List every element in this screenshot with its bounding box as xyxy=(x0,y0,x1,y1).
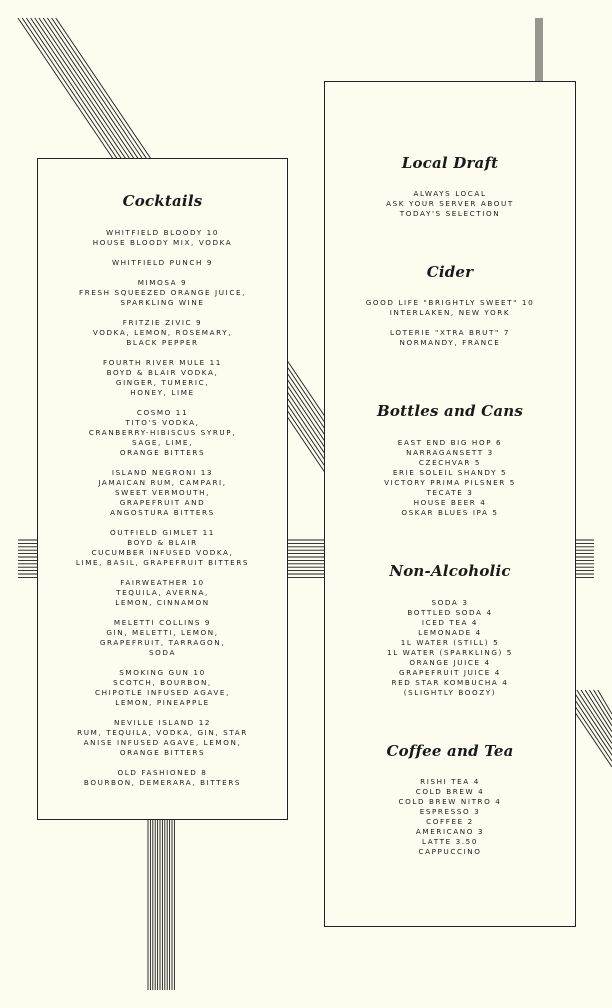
cocktail-item xyxy=(38,618,287,658)
cocktail-item-name: NEVILLE ISLAND 12 xyxy=(113,718,212,727)
cocktail-item xyxy=(38,358,287,398)
local-draft-title: Local Draft xyxy=(401,154,499,172)
non-alcoholic-title: Non-Alcoholic xyxy=(389,562,511,580)
coffee-tea-item: CAPPUCCINO xyxy=(418,847,482,856)
cocktail-item-description: TEQUILA, AVERNA, xyxy=(116,588,209,597)
cocktail-item xyxy=(38,278,287,308)
bottles-list xyxy=(325,438,575,518)
cocktail-item-name: MELETTI COLLINS 9 xyxy=(113,618,212,627)
coffee-and-tea-title: Coffee and Tea xyxy=(386,742,514,760)
bottle-item: HOUSE BEER 4 xyxy=(413,498,487,507)
cocktail-item-name: OUTFIELD GIMLET 11 xyxy=(110,528,215,537)
cocktail-item-description: CRANBERRY-HIBISCUS SYRUP, xyxy=(88,428,237,437)
cocktail-item xyxy=(38,408,287,458)
cocktail-item xyxy=(38,578,287,608)
drinks-menu-card xyxy=(324,81,576,927)
cocktail-item-name: FRITZIE ZIVIC 9 xyxy=(122,318,203,327)
cocktail-item-name: MIMOSA 9 xyxy=(137,278,188,287)
cocktail-item-description: LIME, BASIL, GRAPEFRUIT BITTERS xyxy=(75,558,250,567)
cocktail-item-description: CUCUMBER INFUSED VODKA, xyxy=(91,548,234,557)
local-draft-note-line: TODAY'S SELECTION xyxy=(399,209,501,218)
cocktail-item-name: WHITFIELD BLOODY 10 xyxy=(106,228,219,237)
cocktail-item-description: BOYD & BLAIR xyxy=(127,538,198,547)
cider-title: Cider xyxy=(426,263,474,281)
non-alcoholic-list xyxy=(325,598,575,698)
coffee-tea-item: COFFEE 2 xyxy=(426,817,474,826)
cocktail-item xyxy=(38,718,287,758)
cocktail-item xyxy=(38,468,287,518)
cider-list xyxy=(325,298,575,348)
cider-item xyxy=(325,328,575,348)
cocktail-item-name: ISLAND NEGRONI 13 xyxy=(111,468,214,477)
cocktail-item-description: SODA xyxy=(149,648,176,657)
bottle-item: NARRAGANSETT 3 xyxy=(406,448,494,457)
cocktail-item-name: COSMO 11 xyxy=(136,408,189,417)
bottle-item: OSKAR BLUES IPA 5 xyxy=(401,508,499,517)
cider-item xyxy=(325,298,575,318)
cocktail-item-name: SMOKING GUN 10 xyxy=(119,668,206,677)
cider-item-description: NORMANDY, FRANCE xyxy=(399,338,501,347)
cocktail-item-description: SWEET VERMOUTH, xyxy=(114,488,211,497)
cocktail-item-description: SAGE, LIME, xyxy=(132,438,193,447)
cocktail-item-name: OLD FASHIONED 8 xyxy=(117,768,208,777)
coffee-tea-item: AMERICANO 3 xyxy=(415,827,485,836)
non-alcoholic-item: RED STAR KOMBUCHA 4 xyxy=(391,678,509,687)
cocktail-item-name: FOURTH RIVER MULE 11 xyxy=(103,358,222,367)
cocktail-item-description: ORANGE BITTERS xyxy=(119,748,206,757)
non-alcoholic-item: 1L WATER (SPARKLING) 5 xyxy=(387,648,513,657)
cocktail-item-description: RUM, TEQUILA, VODKA, GIN, STAR xyxy=(77,728,248,737)
cocktail-item-name: FAIRWEATHER 10 xyxy=(120,578,205,587)
cocktail-item-description: JAMAICAN RUM, CAMPARI, xyxy=(98,478,227,487)
cocktail-item-description: GRAPEFRUIT, TARRAGON, xyxy=(99,638,226,647)
coffee-tea-item: COLD BREW 4 xyxy=(415,787,485,796)
cider-item-name: LOTERIE "XTRA BRUT" 7 xyxy=(389,328,510,337)
non-alcoholic-item: (SLIGHTLY BOOZY) xyxy=(403,688,497,697)
cocktail-item-description: BOURBON, DEMERARA, BITTERS xyxy=(83,778,242,787)
cocktail-item xyxy=(38,228,287,248)
cocktail-item-description: HOUSE BLOODY MIX, VODKA xyxy=(92,238,233,247)
cocktail-item-description: FRESH SQUEEZED ORANGE JUICE, xyxy=(79,288,246,297)
cocktail-item-description: BOYD & BLAIR VODKA, xyxy=(106,368,219,377)
cocktail-list xyxy=(38,228,287,788)
non-alcoholic-item: GRAPEFRUIT JUICE 4 xyxy=(399,668,501,677)
coffee-tea-item: RISHI TEA 4 xyxy=(420,777,480,786)
bottle-item: VICTORY PRIMA PILSNER 5 xyxy=(384,478,516,487)
cocktail-item-description: ORANGE BITTERS xyxy=(119,448,206,457)
cocktail-item-description: GINGER, TUMERIC, xyxy=(115,378,210,387)
cocktail-item-description: SPARKLING WINE xyxy=(120,298,205,307)
local-draft-note xyxy=(325,189,575,219)
cocktail-item-description: VODKA, LEMON, ROSEMARY, xyxy=(92,328,233,337)
non-alcoholic-item: 1L WATER (STILL) 5 xyxy=(400,638,500,647)
cocktail-item xyxy=(38,768,287,788)
cider-item-name: GOOD LIFE "BRIGHTLY SWEET" 10 xyxy=(365,298,535,307)
bottle-item: TECATE 3 xyxy=(426,488,474,497)
cocktail-item-description: ANISE INFUSED AGAVE, LEMON, xyxy=(83,738,242,747)
local-draft-note-line: ASK YOUR SERVER ABOUT xyxy=(386,199,514,208)
bottle-item: ERIE SOLEIL SHANDY 5 xyxy=(392,468,508,477)
cocktail-item xyxy=(38,668,287,708)
cocktail-item-name: WHITFIELD PUNCH 9 xyxy=(111,258,214,267)
cocktail-item xyxy=(38,528,287,568)
cocktail-item xyxy=(38,318,287,348)
coffee-tea-item: COLD BREW NITRO 4 xyxy=(398,797,502,806)
coffee-tea-item: LATTE 3.50 xyxy=(421,837,478,846)
cocktail-item-description: TITO'S VODKA, xyxy=(125,418,200,427)
bottle-item: EAST END BIG HOP 6 xyxy=(397,438,503,447)
cocktail-item-description: ANGOSTURA BITTERS xyxy=(110,508,215,517)
cocktail-item-description: LEMON, PINEAPPLE xyxy=(115,698,210,707)
bottle-item: CZECHVAR 5 xyxy=(418,458,482,467)
bottles-and-cans-title: Bottles and Cans xyxy=(377,402,523,420)
non-alcoholic-item: LEMONADE 4 xyxy=(418,628,482,637)
cocktail-item-description: BLACK PEPPER xyxy=(126,338,199,347)
cocktail-item-description: SCOTCH, BOURBON, xyxy=(113,678,212,687)
cocktail-item-description: GIN, MELETTI, LEMON, xyxy=(106,628,219,637)
non-alcoholic-item: SODA 3 xyxy=(431,598,469,607)
cocktail-item xyxy=(38,258,287,268)
cider-item-description: INTERLAKEN, NEW YORK xyxy=(389,308,511,317)
cocktail-item-description: GRAPEFRUIT AND xyxy=(119,498,206,507)
cocktail-item-description: HONEY, LIME xyxy=(130,388,195,397)
non-alcoholic-item: BOTTLED SODA 4 xyxy=(407,608,493,617)
local-draft-note-line: ALWAYS LOCAL xyxy=(413,189,487,198)
coffee-tea-item: ESPRESSO 3 xyxy=(419,807,481,816)
cocktail-item-description: CHIPOTLE INFUSED AGAVE, xyxy=(95,688,230,697)
cocktails-title: Cocktails xyxy=(122,192,203,210)
cocktail-item-description: LEMON, CINNAMON xyxy=(115,598,210,607)
non-alcoholic-item: ORANGE JUICE 4 xyxy=(409,658,491,667)
cocktails-menu-card xyxy=(37,158,288,820)
coffee-and-tea-list xyxy=(325,777,575,857)
non-alcoholic-item: ICED TEA 4 xyxy=(421,618,479,627)
